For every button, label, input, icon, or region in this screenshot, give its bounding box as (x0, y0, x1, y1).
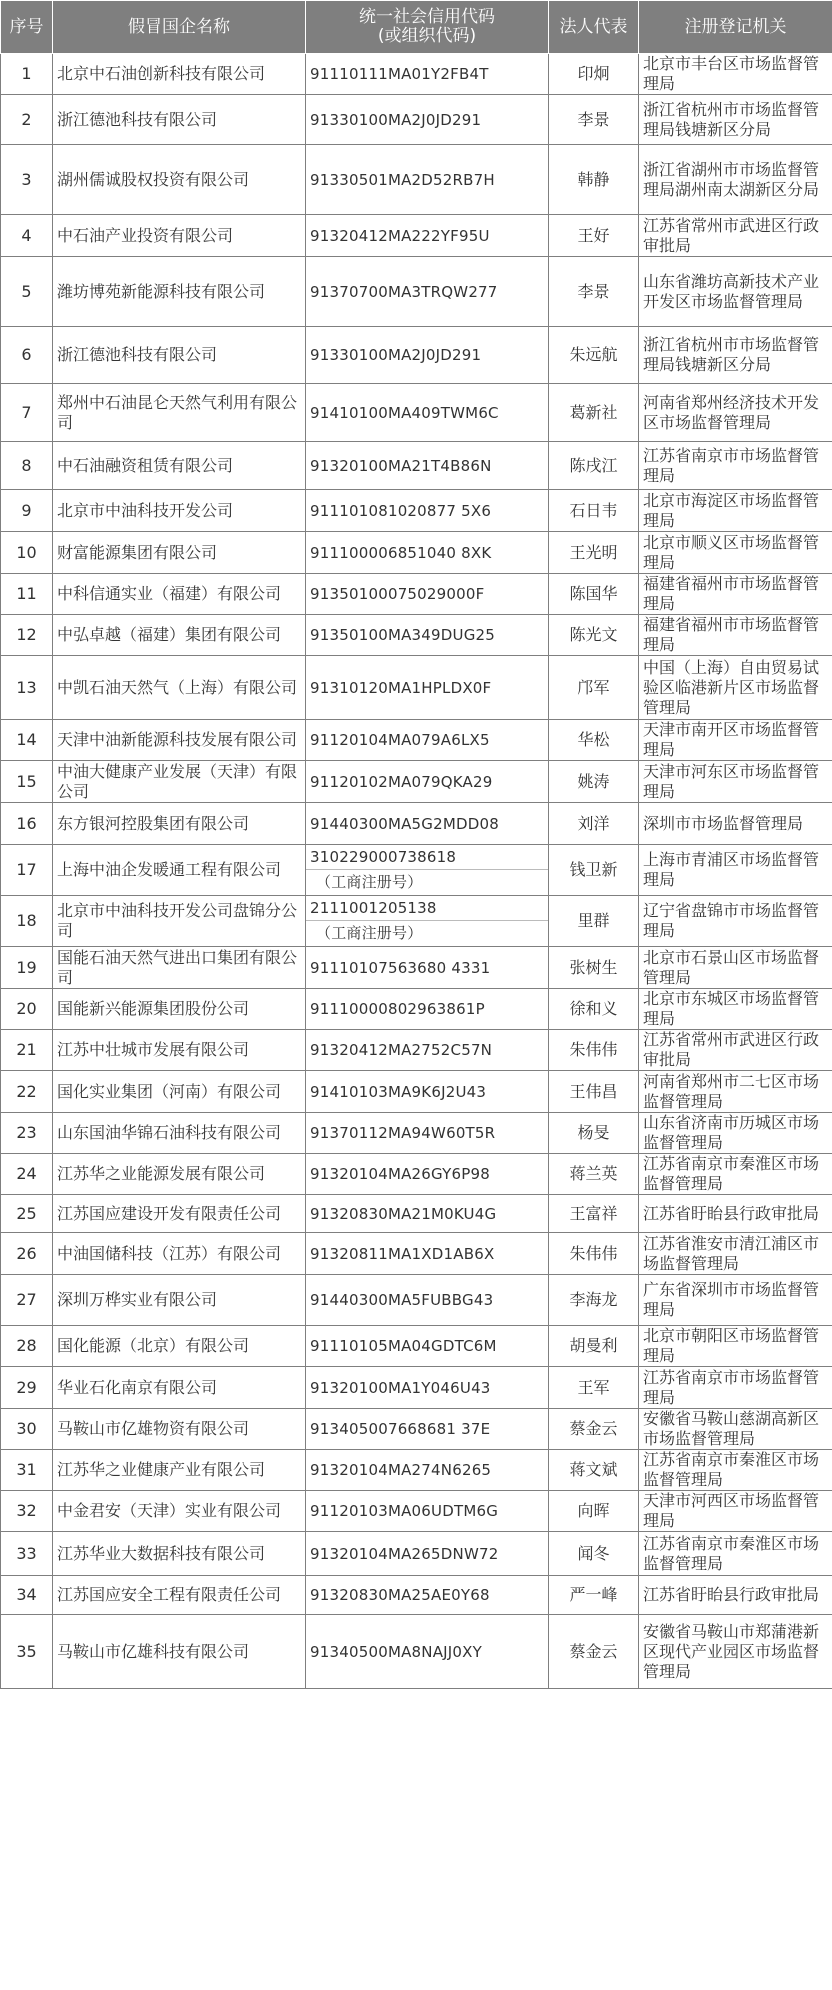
cell-company-name: 郑州中石油昆仑天然气利用有限公司 (53, 384, 306, 442)
cell-code: 91110000802963861P (306, 989, 549, 1030)
cell-registration-authority: 广东省深圳市市场监督管理局 (639, 1275, 832, 1326)
cell-code (306, 896, 549, 947)
table-row (1, 1113, 832, 1154)
table-row (1, 1367, 832, 1409)
cell-seq: 6 (1, 327, 53, 384)
cell-seq: 4 (1, 215, 53, 257)
cell-company-name: 江苏国应安全工程有限责任公司 (53, 1576, 306, 1615)
cell-code: 91320830MA21M0KU4G (306, 1195, 549, 1233)
cell-legal-rep: 王军 (549, 1367, 639, 1409)
cell-legal-rep: 里群 (549, 896, 639, 947)
cell-company-name: 江苏华之业健康产业有限公司 (53, 1450, 306, 1491)
cell-legal-rep: 葛新社 (549, 384, 639, 442)
cell-seq: 20 (1, 989, 53, 1030)
cell-seq: 21 (1, 1030, 53, 1071)
cell-code: 91320412MA2752C57N (306, 1030, 549, 1071)
cell-registration-authority: 山东省济南市历城区市场监督管理局 (639, 1113, 832, 1154)
header-auth: 注册登记机关 (639, 1, 832, 54)
cell-seq: 14 (1, 720, 53, 761)
cell-legal-rep: 刘洋 (549, 803, 639, 845)
cell-code: 91440300MA5G2MDD08 (306, 803, 549, 845)
cell-seq: 30 (1, 1409, 53, 1450)
cell-code-note: （工商注册号） (316, 924, 423, 942)
table-row (1, 1195, 832, 1233)
table-row (1, 327, 832, 384)
cell-company-name: 江苏中壮城市发展有限公司 (53, 1030, 306, 1071)
cell-legal-rep: 胡曼利 (549, 1326, 639, 1367)
table-row (1, 532, 832, 574)
cell-legal-rep: 王伟昌 (549, 1071, 639, 1113)
cell-code: 91410100MA409TWM6C (306, 384, 549, 442)
header-name: 假冒国企名称 (53, 1, 306, 54)
cell-registration-authority: 天津市河西区市场监督管理局 (639, 1491, 832, 1532)
cell-legal-rep: 华松 (549, 720, 639, 761)
cell-code-note: （工商注册号） (316, 873, 423, 891)
cell-code: 911100006851040 8XK (306, 532, 549, 574)
table-body (1, 54, 832, 1689)
table-row (1, 54, 832, 95)
table-row (1, 384, 832, 442)
cell-seq: 10 (1, 532, 53, 574)
cell-code: 91350100075029000F (306, 574, 549, 615)
cell-registration-authority: 浙江省湖州市市场监督管理局湖州南太湖新区分局 (639, 145, 832, 215)
cell-company-name: 潍坊博苑新能源科技有限公司 (53, 257, 306, 327)
cell-registration-authority: 安徽省马鞍山市郑蒲港新区现代产业园区市场监督管理局 (639, 1615, 832, 1689)
cell-company-name: 马鞍山市亿雄科技有限公司 (53, 1615, 306, 1689)
table-row (1, 720, 832, 761)
cell-legal-rep: 陈光文 (549, 615, 639, 656)
table-row (1, 803, 832, 845)
cell-company-name: 中科信通实业（福建）有限公司 (53, 574, 306, 615)
cell-seq: 8 (1, 442, 53, 490)
cell-seq: 5 (1, 257, 53, 327)
cell-code: 91350100MA349DUG25 (306, 615, 549, 656)
table-row (1, 1275, 832, 1326)
cell-code: 911101081020877 5X6 (306, 490, 549, 532)
cell-legal-rep: 徐和义 (549, 989, 639, 1030)
table-row (1, 656, 832, 720)
cell-registration-authority: 江苏省常州市武进区行政审批局 (639, 1030, 832, 1071)
cell-company-name: 山东国油华锦石油科技有限公司 (53, 1113, 306, 1154)
cell-registration-authority: 江苏省盱眙县行政审批局 (639, 1576, 832, 1615)
cell-legal-rep: 钱卫新 (549, 845, 639, 896)
cell-seq: 32 (1, 1491, 53, 1532)
table-row (1, 1071, 832, 1113)
cell-seq: 15 (1, 761, 53, 803)
cell-code: 91110107563680 4331 (306, 947, 549, 989)
cell-registration-authority: 江苏省淮安市清江浦区市场监督管理局 (639, 1233, 832, 1275)
cell-seq: 29 (1, 1367, 53, 1409)
table-row (1, 215, 832, 257)
cell-legal-rep: 石日韦 (549, 490, 639, 532)
cell-registration-authority: 河南省郑州经济技术开发区市场监督管理局 (639, 384, 832, 442)
table-row (1, 1326, 832, 1367)
table-row (1, 947, 832, 989)
cell-registration-authority: 深圳市市场监督管理局 (639, 803, 832, 845)
cell-code: 91330100MA2J0JD291 (306, 327, 549, 384)
table-row (1, 1576, 832, 1615)
cell-code: 91330100MA2J0JD291 (306, 95, 549, 145)
cell-company-name: 中凯石油天然气（上海）有限公司 (53, 656, 306, 720)
cell-code-number: 310229000738618 (306, 845, 548, 870)
cell-code: 91370700MA3TRQW277 (306, 257, 549, 327)
cell-legal-rep: 李海龙 (549, 1275, 639, 1326)
header-seq: 序号 (1, 1, 53, 54)
cell-code: 91320100MA1Y046U43 (306, 1367, 549, 1409)
cell-legal-rep: 王光明 (549, 532, 639, 574)
cell-legal-rep: 蒋文斌 (549, 1450, 639, 1491)
cell-legal-rep: 王富祥 (549, 1195, 639, 1233)
cell-seq: 23 (1, 1113, 53, 1154)
code-split-wrapper (306, 845, 548, 895)
cell-company-name: 国化能源（北京）有限公司 (53, 1326, 306, 1367)
cell-company-name: 中油大健康产业发展（天津）有限公司 (53, 761, 306, 803)
cell-code: 91370112MA94W60T5R (306, 1113, 549, 1154)
cell-seq: 34 (1, 1576, 53, 1615)
cell-seq: 3 (1, 145, 53, 215)
cell-code: 91340500MA8NAJJ0XY (306, 1615, 549, 1689)
cell-registration-authority: 江苏省南京市市场监督管理局 (639, 1367, 832, 1409)
table-row (1, 95, 832, 145)
table-row (1, 761, 832, 803)
cell-seq: 24 (1, 1154, 53, 1195)
header-code-line2: (或组织代码) (377, 26, 477, 46)
cell-code: 91410103MA9K6J2U43 (306, 1071, 549, 1113)
table-row (1, 989, 832, 1030)
cell-seq: 25 (1, 1195, 53, 1233)
cell-code: 91320104MA274N6265 (306, 1450, 549, 1491)
cell-registration-authority: 福建省福州市市场监督管理局 (639, 574, 832, 615)
cell-seq: 9 (1, 490, 53, 532)
cell-code: 91330501MA2D52RB7H (306, 145, 549, 215)
cell-legal-rep: 印炯 (549, 54, 639, 95)
table-row (1, 490, 832, 532)
cell-seq: 17 (1, 845, 53, 896)
cell-registration-authority: 浙江省杭州市市场监督管理局钱塘新区分局 (639, 327, 832, 384)
cell-code: 91120102MA079QKA29 (306, 761, 549, 803)
cell-company-name: 国能石油天然气进出口集团有限公司 (53, 947, 306, 989)
cell-legal-rep: 韩静 (549, 145, 639, 215)
cell-legal-rep: 杨旻 (549, 1113, 639, 1154)
cell-registration-authority: 中国（上海）自由贸易试验区临港新片区市场监督管理局 (639, 656, 832, 720)
cell-registration-authority: 北京市东城区市场监督管理局 (639, 989, 832, 1030)
cell-code: 91320100MA21T4B86N (306, 442, 549, 490)
cell-code: 913405007668681 37E (306, 1409, 549, 1450)
cell-legal-rep: 蔡金云 (549, 1409, 639, 1450)
cell-seq: 18 (1, 896, 53, 947)
cell-registration-authority: 江苏省常州市武进区行政审批局 (639, 215, 832, 257)
cell-registration-authority: 江苏省南京市市场监督管理局 (639, 442, 832, 490)
cell-registration-authority: 江苏省南京市秦淮区市场监督管理局 (639, 1532, 832, 1576)
cell-registration-authority: 北京市顺义区市场监督管理局 (639, 532, 832, 574)
cell-company-name: 国化实业集团（河南）有限公司 (53, 1071, 306, 1113)
table-header (1, 1, 832, 54)
table-row (1, 574, 832, 615)
table-row (1, 1030, 832, 1071)
header-code-line1: 统一社会信用代码 (359, 7, 495, 27)
cell-registration-authority: 福建省福州市市场监督管理局 (639, 615, 832, 656)
cell-legal-rep: 向晖 (549, 1491, 639, 1532)
cell-code: 91120104MA079A6LX5 (306, 720, 549, 761)
cell-company-name: 马鞍山市亿雄物资有限公司 (53, 1409, 306, 1450)
cell-registration-authority: 山东省潍坊高新技术产业开发区市场监督管理局 (639, 257, 832, 327)
table-row (1, 896, 832, 947)
table-row (1, 1615, 832, 1689)
cell-registration-authority: 北京市朝阳区市场监督管理局 (639, 1326, 832, 1367)
cell-legal-rep: 邝军 (549, 656, 639, 720)
cell-registration-authority: 北京市丰台区市场监督管理局 (639, 54, 832, 95)
table-row (1, 845, 832, 896)
header-row (1, 1, 832, 54)
cell-company-name: 江苏国应建设开发有限责任公司 (53, 1195, 306, 1233)
table-row (1, 1532, 832, 1576)
cell-registration-authority: 天津市河东区市场监督管理局 (639, 761, 832, 803)
cell-company-name: 中石油产业投资有限公司 (53, 215, 306, 257)
cell-seq: 31 (1, 1450, 53, 1491)
cell-registration-authority: 上海市青浦区市场监督管理局 (639, 845, 832, 896)
table-row (1, 257, 832, 327)
cell-code: 91320104MA26GY6P98 (306, 1154, 549, 1195)
cell-code: 91320830MA25AE0Y68 (306, 1576, 549, 1615)
cell-company-name: 天津中油新能源科技发展有限公司 (53, 720, 306, 761)
table-row (1, 1233, 832, 1275)
cell-company-name: 国能新兴能源集团股份公司 (53, 989, 306, 1030)
cell-seq: 19 (1, 947, 53, 989)
cell-legal-rep: 蔡金云 (549, 1615, 639, 1689)
cell-legal-rep: 严一峰 (549, 1576, 639, 1615)
cell-company-name: 上海中油企发暖通工程有限公司 (53, 845, 306, 896)
cell-company-name: 华业石化南京有限公司 (53, 1367, 306, 1409)
table-row (1, 442, 832, 490)
cell-company-name: 江苏华之业能源发展有限公司 (53, 1154, 306, 1195)
cell-legal-rep: 闻冬 (549, 1532, 639, 1576)
cell-code: 91440300MA5FUBBG43 (306, 1275, 549, 1326)
cell-seq: 33 (1, 1532, 53, 1576)
cell-seq: 7 (1, 384, 53, 442)
table-row (1, 145, 832, 215)
header-code (306, 1, 549, 54)
cell-company-name: 北京市中油科技开发公司 (53, 490, 306, 532)
cell-company-name: 湖州儒诚股权投资有限公司 (53, 145, 306, 215)
cell-seq: 22 (1, 1071, 53, 1113)
cell-registration-authority: 江苏省南京市秦淮区市场监督管理局 (639, 1154, 832, 1195)
cell-seq: 28 (1, 1326, 53, 1367)
cell-legal-rep: 朱远航 (549, 327, 639, 384)
cell-seq: 26 (1, 1233, 53, 1275)
table-row (1, 1154, 832, 1195)
header-rep: 法人代表 (549, 1, 639, 54)
cell-registration-authority: 河南省郑州市二七区市场监督管理局 (639, 1071, 832, 1113)
cell-company-name: 北京市中油科技开发公司盘锦分公司 (53, 896, 306, 947)
cell-seq: 12 (1, 615, 53, 656)
cell-registration-authority: 江苏省南京市秦淮区市场监督管理局 (639, 1450, 832, 1491)
cell-code: 91320811MA1XD1AB6X (306, 1233, 549, 1275)
table-row (1, 1409, 832, 1450)
cell-legal-rep: 李景 (549, 257, 639, 327)
cell-company-name: 深圳万桦实业有限公司 (53, 1275, 306, 1326)
cell-company-name: 中石油融资租赁有限公司 (53, 442, 306, 490)
table-row (1, 1450, 832, 1491)
cell-code: 91320104MA265DNW72 (306, 1532, 549, 1576)
cell-company-name: 北京中石油创新科技有限公司 (53, 54, 306, 95)
cell-seq: 2 (1, 95, 53, 145)
table-row (1, 1491, 832, 1532)
cell-company-name: 中弘卓越（福建）集团有限公司 (53, 615, 306, 656)
cell-company-name: 财富能源集团有限公司 (53, 532, 306, 574)
cell-legal-rep: 李景 (549, 95, 639, 145)
cell-seq: 1 (1, 54, 53, 95)
cell-code: 91120103MA06UDTM6G (306, 1491, 549, 1532)
cell-registration-authority: 辽宁省盘锦市市场监督管理局 (639, 896, 832, 947)
cell-registration-authority: 江苏省盱眙县行政审批局 (639, 1195, 832, 1233)
cell-company-name: 中金君安（天津）实业有限公司 (53, 1491, 306, 1532)
cell-registration-authority: 北京市石景山区市场监督管理局 (639, 947, 832, 989)
cell-company-name: 江苏华业大数据科技有限公司 (53, 1532, 306, 1576)
cell-seq: 11 (1, 574, 53, 615)
cell-company-name: 浙江德池科技有限公司 (53, 95, 306, 145)
cell-code: 91320412MA222YF95U (306, 215, 549, 257)
cell-registration-authority: 天津市南开区市场监督管理局 (639, 720, 832, 761)
cell-legal-rep: 朱伟伟 (549, 1030, 639, 1071)
code-split-wrapper (306, 896, 548, 946)
cell-company-name: 东方银河控股集团有限公司 (53, 803, 306, 845)
table-row (1, 615, 832, 656)
cell-registration-authority: 北京市海淀区市场监督管理局 (639, 490, 832, 532)
cell-code: 91110105MA04GDTC6M (306, 1326, 549, 1367)
cell-seq: 35 (1, 1615, 53, 1689)
cell-legal-rep: 王好 (549, 215, 639, 257)
cell-seq: 13 (1, 656, 53, 720)
cell-code: 91110111MA01Y2FB4T (306, 54, 549, 95)
cell-registration-authority: 安徽省马鞍山慈湖高新区市场监督管理局 (639, 1409, 832, 1450)
cell-legal-rep: 蒋兰英 (549, 1154, 639, 1195)
cell-code: 91310120MA1HPLDX0F (306, 656, 549, 720)
cell-company-name: 中油国储科技（江苏）有限公司 (53, 1233, 306, 1275)
cell-registration-authority: 浙江省杭州市市场监督管理局钱塘新区分局 (639, 95, 832, 145)
cell-legal-rep: 张树生 (549, 947, 639, 989)
cell-seq: 27 (1, 1275, 53, 1326)
cell-legal-rep: 姚涛 (549, 761, 639, 803)
cell-legal-rep: 陈戌江 (549, 442, 639, 490)
cell-company-name: 浙江德池科技有限公司 (53, 327, 306, 384)
cell-legal-rep: 朱伟伟 (549, 1233, 639, 1275)
cell-legal-rep: 陈国华 (549, 574, 639, 615)
cell-code-number: 2111001205138 (306, 896, 548, 921)
cell-code (306, 845, 549, 896)
cell-seq: 16 (1, 803, 53, 845)
